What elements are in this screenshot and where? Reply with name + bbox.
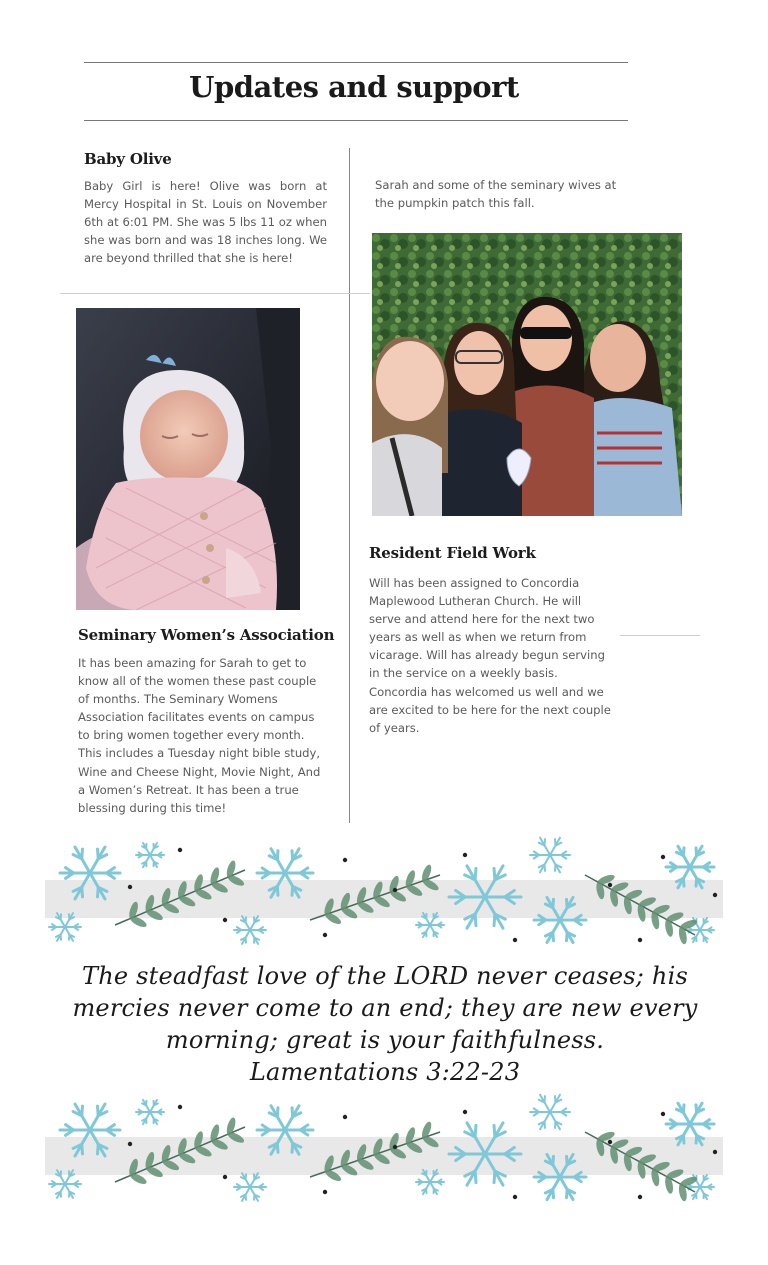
pumpkin-patch-photo	[372, 233, 682, 516]
scan-line	[60, 293, 370, 294]
scan-line	[620, 635, 700, 636]
swa-body: It has been amazing for Sarah to get to know all of the women these past couple of months. The Seminary Womens Association facilitates events on campus to bring women together every month. This includes a Tuesday night bible study, Wine and Cheese Night, Movie Night, And a Women’s Retreat. It has been a true blessing during this time!	[78, 656, 321, 815]
snowflake-icon	[234, 1173, 266, 1201]
column-divider	[349, 148, 350, 823]
verse-reference: Lamentations 3:22-23	[249, 1058, 521, 1086]
baby-olive-body: Baby Girl is here! Olive was born at Mercy Hospital in St. Louis on November 6th at 6:01 PM. She was 5 lbs 11 oz when she was born and was 18 inches long. We are beyond thrilled that she is here!	[84, 179, 327, 266]
snowflake-icon	[530, 1095, 570, 1130]
snowflake-icon	[530, 838, 570, 873]
baby-photo	[76, 308, 300, 610]
page-title: Updates and support	[189, 70, 519, 104]
title-rule-top	[84, 62, 628, 63]
field-work-heading: Resident Field Work	[369, 544, 536, 562]
bible-verse: The steadfast love of the LORD never ceases; his mercies never come to an end; they are new every morning; great is your faithfulness.	[72, 962, 698, 1054]
winter-garland-top	[45, 835, 723, 950]
swa-heading: Seminary Women’s Association	[78, 626, 335, 644]
snowflake-icon	[136, 843, 164, 867]
snowflake-icon	[234, 916, 266, 944]
snowflake-icon	[449, 1123, 521, 1185]
snowflake-icon	[449, 866, 521, 928]
snowflake-icon	[136, 1100, 164, 1124]
baby-olive-heading: Baby Olive	[84, 150, 172, 168]
field-work-body: Will has been assigned to Concordia Maplewood Lutheran Church. He will serve and attend here for the next two years as well as when we return from vicarage. Will has already begun serving in the service on a weekly basis. Concordia has welcomed us well and we are excited to be here for the next couple of years.	[369, 576, 611, 735]
pumpkin-caption: Sarah and some of the seminary wives at the pumpkin patch this fall.	[375, 178, 617, 211]
winter-garland-bottom	[45, 1092, 723, 1207]
title-rule-bottom	[84, 120, 628, 121]
